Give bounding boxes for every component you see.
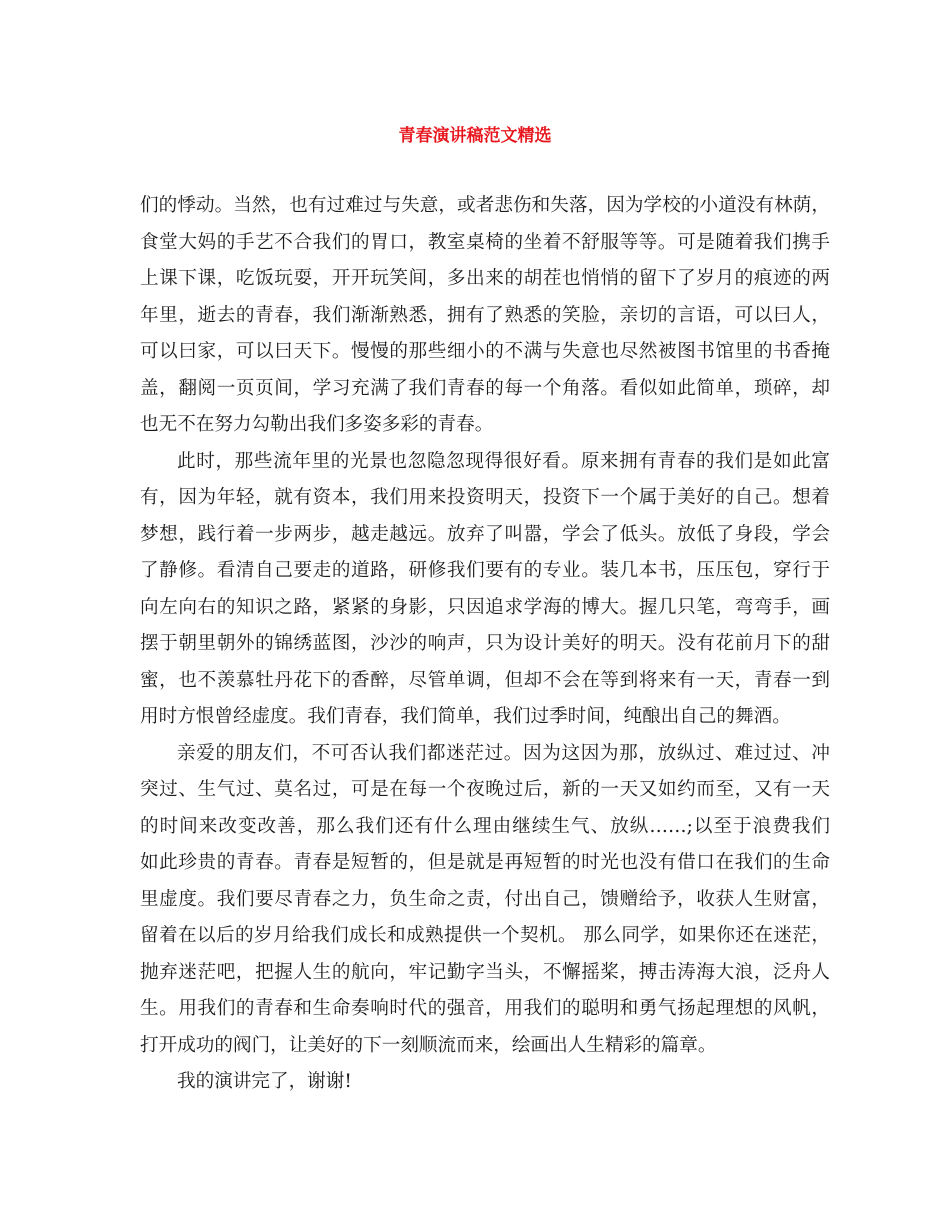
text-line: 可以曰家，可以曰天下。慢慢的那些细小的不满与失意也尽然被图书馆里的书香掩: [140, 341, 830, 362]
text-line: 也无不在努力勾勒出我们多姿多彩的青春。: [140, 414, 494, 435]
text-line: 年里，逝去的青春，我们渐渐熟悉，拥有了熟悉的笑脸，亲切的言语，可以曰人，: [140, 304, 830, 326]
text-line: 梦想，践行着一步两步，越走越远。放弃了叫嚣，学会了低头。放低了身段，学会: [140, 523, 830, 545]
text-line: 了静修。看清自己要走的道路，研修我们要有的专业。装几本书，压压包，穿行于: [140, 560, 830, 581]
text-line: 打开成功的阀门，让美好的下一刻顺流而来，绘画出人生精彩的篇章。: [140, 1034, 717, 1056]
text-line: 抛弃迷茫吧，把握人生的航向，牢记勤字当头，不懈摇桨，搏击涛海大浪，泛舟人: [140, 961, 830, 983]
document-title: 青春演讲稿范文精选: [398, 126, 552, 146]
text-line: 的时间来改变改善，那么我们还有什么理由继续生气、放纵……;以至于浪费我们: [140, 815, 830, 837]
text-line: 盖，翻阅一页页间，学习充满了我们青春的每一个角落。看似如此简单，琐碎，却: [140, 377, 830, 399]
text-line: 有，因为年轻，就有资本，我们用来投资明天，投资下一个属于美好的自己。想着: [140, 487, 830, 508]
text-line: 向左向右的知识之路，紧紧的身影，只因追求学海的博大。握几只笔，弯弯手，画: [140, 596, 830, 618]
text-line: 如此珍贵的青春。青春是短暂的，但是就是再短暂的时光也没有借口在我们的生命: [140, 852, 830, 873]
text-line: 上课下课，吃饭玩耍，开开玩笑间，多出来的胡茬也悄悄的留下了岁月的痕迹的两: [140, 268, 830, 289]
text-line: 用时方恨曾经虚度。我们青春，我们简单，我们过季时间，纯酿出自己的舞酒。: [140, 706, 791, 727]
text-line: 生。用我们的青春和生命奏响时代的强音，用我们的聪明和勇气扬起理想的风帆，: [140, 998, 830, 1019]
text-line: 突过、生气过、莫名过，可是在每一个夜晚过后，新的一天又如约而至，又有一天: [140, 779, 830, 800]
text-line: 蜜，也不羡慕牡丹花下的香醉，尽管单调，但却不会在等到将来有一天，青春一到: [140, 669, 830, 691]
text-line: 们的悸动。当然，也有过难过与失意，或者悲伤和失落，因为学校的小道没有林荫，: [140, 195, 830, 216]
document-body: [140, 188, 830, 1101]
text-line: 我的演讲完了，谢谢!: [177, 1071, 352, 1092]
text-line: 留着在以后的岁月给我们成长和成熟提供一个契机。 那么同学，如果你还在迷茫，: [140, 925, 830, 946]
text-line: 此时，那些流年里的光景也忽隐忽现得很好看。原来拥有青春的我们是如此富: [177, 450, 830, 472]
text-line: 食堂大妈的手艺不合我们的胃口，教室桌椅的坐着不舒服等等。可是随着我们携手: [140, 231, 830, 253]
text-line: 摆于朝里朝外的锦绣蓝图，沙沙的响声，只为设计美好的明天。没有花前月下的甜: [140, 633, 830, 654]
text-line: 里虚度。我们要尽青春之力，负生命之责，付出自己，馈赠给予，收获人生财富，: [140, 888, 830, 910]
text-line: 亲爱的朋友们，不可否认我们都迷茫过。因为这因为那，放纵过、难过过、冲: [177, 742, 830, 764]
